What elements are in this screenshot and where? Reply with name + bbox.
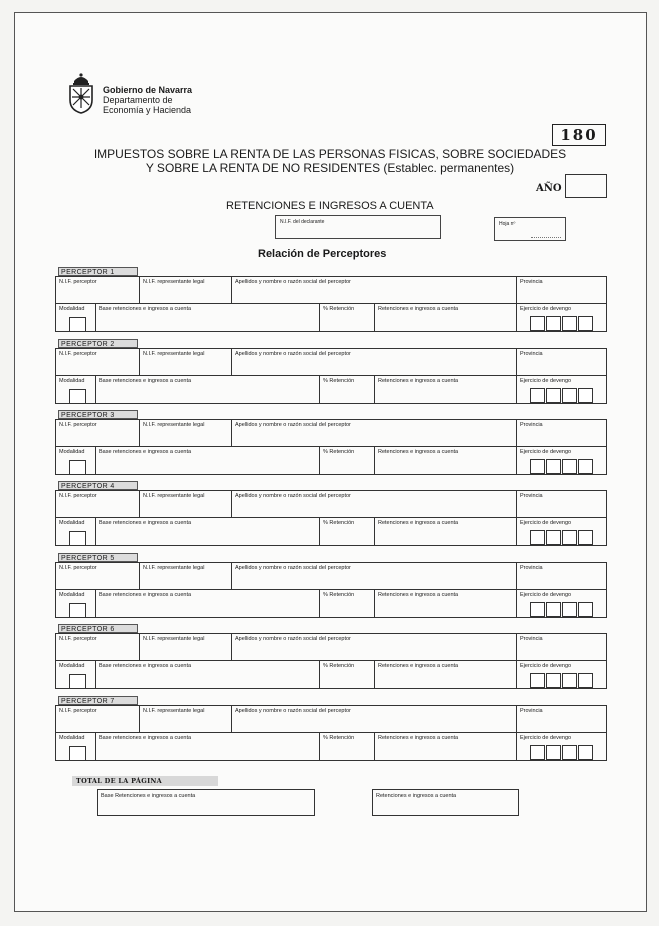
ejercicio-label: Ejercicio de devengo (520, 306, 572, 312)
ejercicio-digit-box[interactable] (578, 388, 593, 403)
ejercicio-cell (517, 304, 606, 331)
modalidad-label: Modalidad (59, 592, 85, 598)
provincia-label: Provincia (520, 493, 543, 499)
perceptor-row-amounts (55, 732, 607, 761)
apellidos-label: Apellidos y nombre o razón social del perceptor (235, 493, 351, 499)
retenciones-field[interactable] (375, 733, 517, 760)
nif-representante-field[interactable] (140, 420, 232, 446)
perceptor-row-amounts (55, 446, 607, 475)
porcentaje-retencion-field[interactable] (320, 733, 375, 760)
ejercicio-cell (517, 590, 606, 617)
porcentaje-retencion-label: % Retención (323, 735, 355, 741)
nif-representante-label: N.I.F. representante legal (143, 493, 205, 499)
perceptor-block (55, 554, 607, 626)
base-label: Base retenciones e ingresos a cuenta (99, 449, 192, 455)
ejercicio-digit-box[interactable] (546, 745, 561, 760)
perceptor-row-identification (55, 490, 607, 518)
retenciones-label: Retenciones e ingresos a cuenta (378, 663, 459, 669)
provincia-label: Provincia (520, 422, 543, 428)
form-subtitle: RETENCIONES E INGRESOS A CUENTA (226, 200, 434, 212)
base-field[interactable] (96, 590, 320, 617)
provincia-field[interactable] (517, 349, 606, 375)
porcentaje-retencion-label: % Retención (323, 306, 355, 312)
nif-perceptor-field[interactable] (56, 491, 140, 517)
retenciones-field[interactable] (375, 376, 517, 403)
modalidad-cell (56, 376, 96, 403)
org-line-2: Departamento de (103, 95, 173, 105)
apellidos-field[interactable] (232, 634, 517, 660)
ano-field[interactable] (565, 174, 607, 198)
ejercicio-digit-box[interactable] (578, 459, 593, 474)
modalidad-label: Modalidad (59, 735, 85, 741)
relacion-title: Relación de Perceptores (258, 248, 387, 260)
modalidad-cell (56, 447, 96, 474)
model-number-box: 180 (552, 124, 606, 146)
ejercicio-digit-box[interactable] (546, 459, 561, 474)
base-label: Base retenciones e ingresos a cuenta (99, 378, 192, 384)
base-label: Base retenciones e ingresos a cuenta (99, 735, 192, 741)
perceptor-label: PERCEPTOR 5 (58, 553, 138, 562)
organization-name (103, 85, 192, 115)
nif-perceptor-label: N.I.F. perceptor (59, 422, 97, 428)
nif-declarante-field[interactable] (275, 215, 441, 239)
porcentaje-retencion-field[interactable] (320, 447, 375, 474)
ejercicio-label: Ejercicio de devengo (520, 378, 572, 384)
perceptor-label: PERCEPTOR 7 (58, 696, 138, 705)
ejercicio-label: Ejercicio de devengo (520, 520, 572, 526)
base-field[interactable] (96, 518, 320, 545)
perceptor-row-amounts (55, 303, 607, 332)
modalidad-field[interactable] (69, 531, 86, 546)
ejercicio-digit-box[interactable] (578, 745, 593, 760)
total-retenciones-label: Retenciones e ingresos a cuenta (376, 793, 457, 799)
nif-perceptor-label: N.I.F. perceptor (59, 351, 97, 357)
perceptor-block (55, 482, 607, 554)
ejercicio-digit-box[interactable] (562, 388, 577, 403)
form-title (60, 147, 600, 175)
perceptor-label: PERCEPTOR 4 (58, 481, 138, 490)
total-base-field[interactable] (97, 789, 315, 816)
porcentaje-retencion-field[interactable] (320, 376, 375, 403)
ejercicio-digit-box[interactable] (546, 602, 561, 617)
base-label: Base retenciones e ingresos a cuenta (99, 520, 192, 526)
nif-representante-label: N.I.F. representante legal (143, 422, 205, 428)
porcentaje-retencion-field[interactable] (320, 518, 375, 545)
base-field[interactable] (96, 447, 320, 474)
ejercicio-label: Ejercicio de devengo (520, 449, 572, 455)
total-base-label: Base Retenciones e ingresos a cuenta (101, 793, 196, 799)
apellidos-field[interactable] (232, 420, 517, 446)
ejercicio-cell (517, 447, 606, 474)
ano-label: AÑO (536, 183, 562, 194)
apellidos-label: Apellidos y nombre o razón social del perceptor (235, 565, 351, 571)
ejercicio-digit-box[interactable] (530, 602, 545, 617)
nif-perceptor-field[interactable] (56, 277, 140, 303)
apellidos-label: Apellidos y nombre o razón social del perceptor (235, 422, 351, 428)
ejercicio-digit-box[interactable] (578, 316, 593, 331)
perceptor-row-amounts (55, 660, 607, 689)
ejercicio-digit-box[interactable] (562, 673, 577, 688)
perceptor-label: PERCEPTOR 2 (58, 339, 138, 348)
provincia-field[interactable] (517, 706, 606, 732)
ejercicio-digit-box[interactable] (578, 602, 593, 617)
provincia-field[interactable] (517, 491, 606, 517)
perceptor-row-amounts (55, 517, 607, 546)
title-line-1: IMPUESTOS SOBRE LA RENTA DE LAS PERSONAS FISICAS, SOBRE SOCIEDADES (93, 147, 567, 161)
base-field[interactable] (96, 376, 320, 403)
perceptor-block (55, 411, 607, 483)
base-label: Base retenciones e ingresos a cuenta (99, 663, 192, 669)
nif-perceptor-label: N.I.F. perceptor (59, 493, 97, 499)
modalidad-label: Modalidad (59, 449, 85, 455)
modalidad-label: Modalidad (59, 520, 85, 526)
modalidad-label: Modalidad (59, 663, 85, 669)
nif-representante-field[interactable] (140, 277, 232, 303)
base-field[interactable] (96, 661, 320, 688)
perceptor-block (55, 268, 607, 340)
retenciones-field[interactable] (375, 590, 517, 617)
apellidos-field[interactable] (232, 706, 517, 732)
ejercicio-digit-box[interactable] (546, 388, 561, 403)
ejercicio-digit-box[interactable] (530, 745, 545, 760)
nif-representante-field[interactable] (140, 706, 232, 732)
ejercicio-digit-box[interactable] (530, 388, 545, 403)
nif-declarante-label: N.I.F. del declarante (280, 219, 325, 225)
base-label: Base retenciones e ingresos a cuenta (99, 306, 192, 312)
nif-representante-field[interactable] (140, 349, 232, 375)
nif-perceptor-label: N.I.F. perceptor (59, 708, 97, 714)
apellidos-label: Apellidos y nombre o razón social del perceptor (235, 351, 351, 357)
ejercicio-label: Ejercicio de devengo (520, 592, 572, 598)
apellidos-label: Apellidos y nombre o razón social del perceptor (235, 279, 351, 285)
provincia-label: Provincia (520, 279, 543, 285)
base-field[interactable] (96, 304, 320, 331)
nif-perceptor-label: N.I.F. perceptor (59, 565, 97, 571)
perceptor-row-amounts (55, 589, 607, 618)
ejercicio-cell (517, 518, 606, 545)
ejercicio-digit-box[interactable] (562, 602, 577, 617)
modalidad-cell (56, 733, 96, 760)
perceptor-block (55, 625, 607, 697)
nif-representante-label: N.I.F. representante legal (143, 279, 205, 285)
modalidad-cell (56, 590, 96, 617)
ejercicio-digit-box[interactable] (578, 530, 593, 545)
perceptor-label: PERCEPTOR 3 (58, 410, 138, 419)
nif-perceptor-field[interactable] (56, 634, 140, 660)
ejercicio-digit-box[interactable] (546, 316, 561, 331)
retenciones-field[interactable] (375, 661, 517, 688)
apellidos-label: Apellidos y nombre o razón social del perceptor (235, 708, 351, 714)
apellidos-field[interactable] (232, 563, 517, 589)
nif-representante-label: N.I.F. representante legal (143, 708, 205, 714)
apellidos-label: Apellidos y nombre o razón social del perceptor (235, 636, 351, 642)
ejercicio-label: Ejercicio de devengo (520, 735, 572, 741)
modalidad-label: Modalidad (59, 306, 85, 312)
retenciones-label: Retenciones e ingresos a cuenta (378, 735, 459, 741)
ejercicio-digit-box[interactable] (546, 673, 561, 688)
perceptor-label: PERCEPTOR 6 (58, 624, 138, 633)
perceptor-row-amounts (55, 375, 607, 404)
ejercicio-digit-box[interactable] (546, 530, 561, 545)
perceptor-row-identification (55, 348, 607, 376)
porcentaje-retencion-label: % Retención (323, 663, 355, 669)
nif-perceptor-field[interactable] (56, 420, 140, 446)
perceptor-row-identification (55, 276, 607, 304)
perceptor-label: PERCEPTOR 1 (58, 267, 138, 276)
ejercicio-digit-box[interactable] (562, 530, 577, 545)
nif-perceptor-field[interactable] (56, 706, 140, 732)
title-line-2: Y SOBRE LA RENTA DE NO RESIDENTES (Establec. permanentes) (145, 161, 515, 175)
modalidad-field[interactable] (69, 389, 86, 404)
perceptor-block (55, 697, 607, 769)
perceptor-row-identification (55, 562, 607, 590)
ejercicio-label: Ejercicio de devengo (520, 663, 572, 669)
perceptor-row-identification (55, 633, 607, 661)
hoja-field[interactable] (494, 217, 566, 241)
ejercicio-digit-box[interactable] (562, 745, 577, 760)
ejercicio-digit-box[interactable] (562, 459, 577, 474)
base-label: Base retenciones e ingresos a cuenta (99, 592, 192, 598)
navarra-coat-of-arms-icon (66, 72, 96, 114)
base-field[interactable] (96, 733, 320, 760)
retenciones-label: Retenciones e ingresos a cuenta (378, 306, 459, 312)
modalidad-label: Modalidad (59, 378, 85, 384)
retenciones-label: Retenciones e ingresos a cuenta (378, 449, 459, 455)
modalidad-cell (56, 518, 96, 545)
nif-perceptor-label: N.I.F. perceptor (59, 279, 97, 285)
nif-perceptor-label: N.I.F. perceptor (59, 636, 97, 642)
nif-representante-field[interactable] (140, 563, 232, 589)
provincia-label: Provincia (520, 708, 543, 714)
apellidos-field[interactable] (232, 491, 517, 517)
total-label: TOTAL DE LA PÁGINA (72, 776, 218, 786)
ejercicio-cell (517, 661, 606, 688)
nif-representante-label: N.I.F. representante legal (143, 565, 205, 571)
porcentaje-retencion-label: % Retención (323, 520, 355, 526)
apellidos-field[interactable] (232, 277, 517, 303)
provincia-field[interactable] (517, 277, 606, 303)
org-line-3: Economía y Hacienda (103, 105, 192, 115)
ejercicio-digit-box[interactable] (530, 459, 545, 474)
ejercicio-cell (517, 376, 606, 403)
perceptor-row-identification (55, 419, 607, 447)
modalidad-field[interactable] (69, 746, 86, 761)
porcentaje-retencion-label: % Retención (323, 449, 355, 455)
perceptor-block (55, 340, 607, 412)
porcentaje-retencion-label: % Retención (323, 592, 355, 598)
ejercicio-digit-box[interactable] (530, 673, 545, 688)
retenciones-label: Retenciones e ingresos a cuenta (378, 520, 459, 526)
modalidad-field[interactable] (69, 603, 86, 618)
ejercicio-digit-box[interactable] (530, 316, 545, 331)
retenciones-label: Retenciones e ingresos a cuenta (378, 592, 459, 598)
total-retenciones-field[interactable] (372, 789, 519, 816)
hoja-label: Hoja nº (499, 221, 516, 227)
provincia-field[interactable] (517, 634, 606, 660)
org-line-1: Gobierno de Navarra (103, 85, 193, 95)
porcentaje-retencion-field[interactable] (320, 661, 375, 688)
provincia-label: Provincia (520, 351, 543, 357)
modalidad-cell (56, 661, 96, 688)
provincia-field[interactable] (517, 420, 606, 446)
modalidad-field[interactable] (69, 460, 86, 475)
porcentaje-retencion-label: % Retención (323, 378, 355, 384)
nif-representante-field[interactable] (140, 491, 232, 517)
modalidad-field[interactable] (69, 674, 86, 689)
ejercicio-digit-box[interactable] (562, 316, 577, 331)
nif-representante-label: N.I.F. representante legal (143, 351, 205, 357)
retenciones-field[interactable] (375, 447, 517, 474)
retenciones-label: Retenciones e ingresos a cuenta (378, 378, 459, 384)
apellidos-field[interactable] (232, 349, 517, 375)
provincia-field[interactable] (517, 563, 606, 589)
ejercicio-digit-box[interactable] (578, 673, 593, 688)
nif-representante-field[interactable] (140, 634, 232, 660)
modalidad-field[interactable] (69, 317, 86, 332)
ejercicio-cell (517, 733, 606, 760)
provincia-label: Provincia (520, 565, 543, 571)
modalidad-cell (56, 304, 96, 331)
nif-perceptor-field[interactable] (56, 563, 140, 589)
retenciones-field[interactable] (375, 518, 517, 545)
nif-perceptor-field[interactable] (56, 349, 140, 375)
nif-representante-label: N.I.F. representante legal (143, 636, 205, 642)
retenciones-field[interactable] (375, 304, 517, 331)
ejercicio-digit-box[interactable] (530, 530, 545, 545)
porcentaje-retencion-field[interactable] (320, 304, 375, 331)
porcentaje-retencion-field[interactable] (320, 590, 375, 617)
hoja-dotted-line (531, 237, 561, 238)
perceptor-row-identification (55, 705, 607, 733)
provincia-label: Provincia (520, 636, 543, 642)
